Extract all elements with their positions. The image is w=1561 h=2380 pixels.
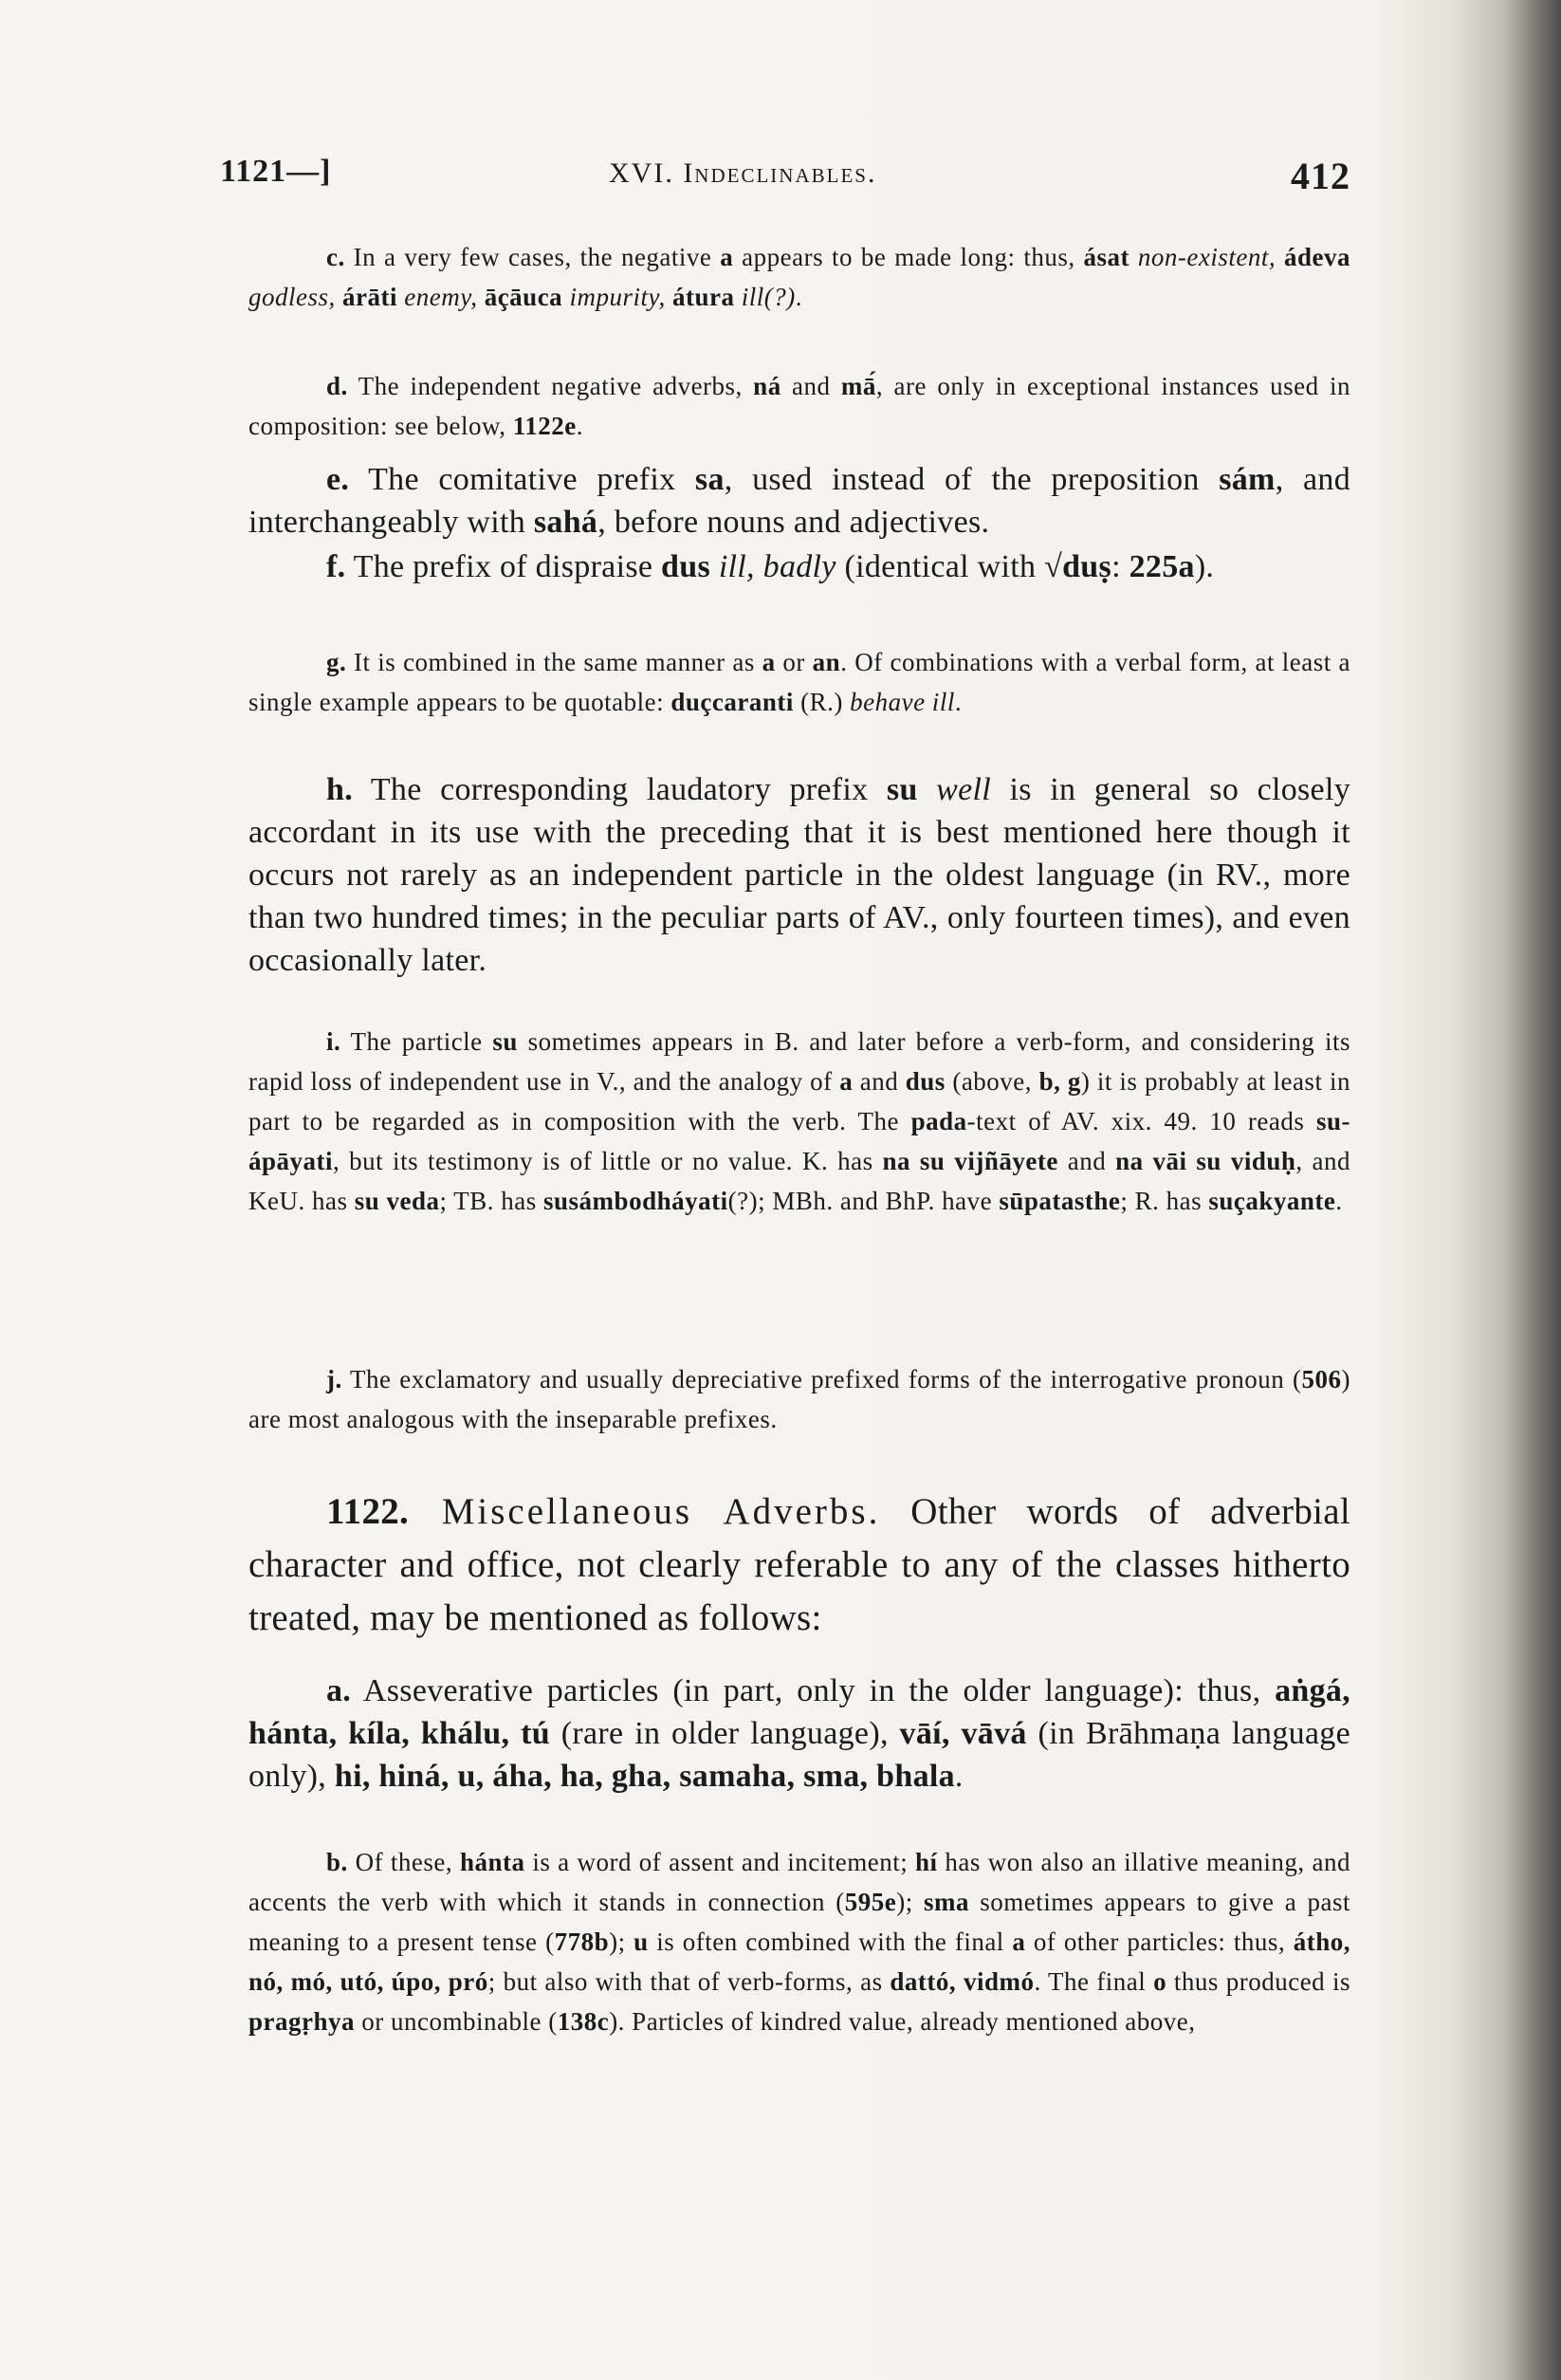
text-run: sometimes appears in B. and later before a verb-form, and considering its rapid loss of independent use in V., and the analogy of xyxy=(248,1027,1350,1096)
sanskrit-term: an xyxy=(812,648,841,676)
text-run: Other words of adverbial character and office, not clearly referable to any of the classes hitherto treated, may be mentioned as follows: xyxy=(248,1491,1351,1638)
sanskrit-term: hi, hiná, u, áha, ha, gha, samaha, sma, bhala xyxy=(334,1759,955,1794)
text-run xyxy=(477,283,484,311)
sanskrit-term: sahá xyxy=(533,505,598,540)
text-run: In a very few cases, the negative xyxy=(344,243,721,271)
text-run: of other particles: thus, xyxy=(1025,1928,1294,1956)
paragraph-label: g. xyxy=(326,648,347,676)
text-run xyxy=(1276,243,1284,271)
sanskrit-term: pragṛhya xyxy=(248,2007,355,2036)
paragraph-label: d. xyxy=(326,372,348,400)
sanskrit-term: hí xyxy=(915,1848,938,1876)
paragraph-text xyxy=(248,1022,1350,1221)
paragraph-label: h. xyxy=(326,772,354,807)
sanskrit-term: dus xyxy=(905,1067,946,1096)
sanskrit-term: sám xyxy=(1219,462,1276,497)
page-edge-shadow xyxy=(1504,0,1561,2380)
sanskrit-term: su veda xyxy=(354,1187,440,1215)
text-run: (identical with xyxy=(836,549,1045,584)
sanskrit-term: suçakyante xyxy=(1208,1187,1336,1215)
text-run: ; R. has xyxy=(1120,1187,1209,1215)
paragraph-text xyxy=(248,1670,1350,1798)
text-run: ; but also with that of verb-forms, as xyxy=(487,1967,891,1996)
text-run: ) are most analogous with the inseparable prefixes. xyxy=(248,1365,1350,1433)
sanskrit-term: √duṣ xyxy=(1044,549,1112,584)
text-run: The prefix of dispraise xyxy=(345,549,662,584)
text-run: is a word of assent and incitement; xyxy=(524,1848,916,1876)
text-run: or xyxy=(775,648,813,676)
paragraph-text xyxy=(248,642,1350,722)
text-run: The comitative prefix xyxy=(349,462,695,497)
sanskrit-term: na vāi su viduḥ xyxy=(1115,1147,1296,1175)
text-run: ; TB. has xyxy=(439,1187,544,1215)
text-run: or uncombinable ( xyxy=(355,2007,558,2036)
text-run: has won also an illative meaning, and accents the verb with which it stands in connection ( xyxy=(248,1848,1350,1916)
text-run: is in general so closely accordant in its use with the preceding that it is best mentioned here though it occurs not rarely as an independent particle in the oldest language (in RV., more than two hundred times; in the peculiar parts of AV., only fourteen times), and even occasionally later. xyxy=(248,772,1350,978)
text-run: It is combined in the same manner as xyxy=(346,648,762,676)
text-run: ); xyxy=(896,1888,924,1916)
sanskrit-term: ná xyxy=(753,372,781,400)
text-run: . Of combinations with a verbal form, at least a single example appears to be quotable: xyxy=(248,648,1350,716)
text-run xyxy=(666,283,672,311)
text-run: thus produced is xyxy=(1166,1967,1351,1996)
text-run xyxy=(336,283,342,311)
text-run: The particle xyxy=(340,1027,493,1056)
paragraph-d xyxy=(248,366,1350,446)
text-run: . xyxy=(954,1759,964,1794)
text-run: (above, xyxy=(945,1067,1039,1096)
gloss-italic: well xyxy=(936,772,992,807)
sanskrit-term: a xyxy=(720,243,734,271)
paragraph-c xyxy=(248,237,1350,317)
paragraph-i xyxy=(248,1022,1350,1221)
paragraph-g xyxy=(248,642,1350,722)
sanskrit-term: ásat xyxy=(1083,243,1130,271)
paragraph-b xyxy=(248,1842,1350,2041)
text-run: : xyxy=(1111,549,1129,584)
text-run: , used instead of the preposition xyxy=(724,462,1220,497)
text-run: ). xyxy=(1194,549,1215,584)
gloss-italic: enemy, xyxy=(404,283,478,311)
sanskrit-term: ádeva xyxy=(1284,243,1351,271)
page-number: 412 xyxy=(1291,155,1350,197)
section-range: 1121—] xyxy=(220,154,332,189)
sanskrit-term: pada xyxy=(910,1107,967,1135)
paragraph-label: e. xyxy=(326,462,350,497)
paragraph-label: f. xyxy=(326,549,346,584)
sanskrit-term: 138c xyxy=(557,2007,610,2036)
sanskrit-term: o xyxy=(1153,1967,1167,1996)
sanskrit-term: vāí, vāvá xyxy=(899,1716,1027,1751)
paragraph-text xyxy=(248,1842,1350,2041)
text-run: Of these, xyxy=(347,1848,460,1876)
text-run: . xyxy=(954,688,963,716)
sanskrit-term: a xyxy=(839,1067,854,1096)
sanskrit-term: sma xyxy=(924,1888,969,1916)
text-run: Asseverative particles (in part, only in the older language): thus, xyxy=(351,1673,1276,1708)
sanskrit-term: átho, nó, mó, utó, úpo, pró xyxy=(248,1928,1350,1996)
paragraph-text xyxy=(248,768,1350,982)
sanskrit-term: āçāuca xyxy=(484,283,563,311)
sanskrit-term: su xyxy=(492,1027,518,1056)
paragraph-text xyxy=(248,458,1350,544)
sanskrit-term: 506 xyxy=(1301,1365,1342,1393)
text-run xyxy=(1129,243,1138,271)
section-1122 xyxy=(248,1485,1350,1645)
text-run xyxy=(710,549,719,584)
paragraph-f xyxy=(248,545,1350,588)
text-run: . xyxy=(1335,1187,1343,1215)
paragraph-label: i. xyxy=(326,1027,341,1056)
gloss-italic: impurity, xyxy=(569,283,666,311)
sanskrit-term: duçcaranti xyxy=(670,688,794,716)
text-run: (?); MBh. and BhP. have xyxy=(727,1187,1000,1215)
sanskrit-term: susámbodháyati xyxy=(543,1187,728,1215)
gloss-italic: behave ill xyxy=(850,688,955,716)
text-run: and xyxy=(1057,1147,1116,1175)
sanskrit-term: a xyxy=(1012,1928,1026,1956)
text-run: The corresponding laudatory prefix xyxy=(353,772,887,807)
paragraph-j xyxy=(248,1359,1350,1439)
sanskrit-term: dus xyxy=(661,549,710,584)
text-run: . xyxy=(576,412,583,440)
gloss-italic: godless, xyxy=(248,283,336,311)
paragraph-text xyxy=(248,545,1350,588)
sanskrit-term: su xyxy=(886,772,918,807)
paragraph-h xyxy=(248,768,1350,982)
gloss-italic: non-existent, xyxy=(1137,243,1276,271)
text-run xyxy=(918,772,936,807)
text-run: (rare in older language), xyxy=(549,1716,900,1751)
text-run: , before nouns and adjectives. xyxy=(597,505,990,540)
text-run: , and interchangeably with xyxy=(248,462,1350,540)
paragraph-label: c. xyxy=(326,243,345,271)
paragraph-text xyxy=(248,1485,1350,1645)
paragraph-text xyxy=(248,1359,1350,1439)
sanskrit-term: 225a xyxy=(1129,549,1195,584)
paragraph-label: b. xyxy=(326,1848,348,1876)
sanskrit-term: árāti xyxy=(342,283,397,311)
sanskrit-term: sūpatasthe xyxy=(999,1187,1121,1215)
gloss-italic: ill, badly xyxy=(718,549,836,584)
sanskrit-term: na su vijñāyete xyxy=(882,1147,1058,1175)
text-run: (in Brāhmaṇa language only), xyxy=(248,1716,1351,1794)
paragraph-e xyxy=(248,458,1350,544)
text-run: (R.) xyxy=(793,688,851,716)
text-run: The exclamatory and usually depreciative prefixed forms of the interrogative pronoun ( xyxy=(341,1365,1302,1393)
sanskrit-term: u xyxy=(634,1928,649,1956)
text-run: ); xyxy=(609,1928,634,1956)
running-head xyxy=(220,154,1350,211)
text-run: sometimes appears to give a past meaning to a present tense ( xyxy=(248,1888,1351,1956)
paragraph-label: j. xyxy=(326,1365,342,1393)
sanskrit-term: átura xyxy=(671,283,735,311)
text-run: -text of AV. xix. 49. 10 reads xyxy=(966,1107,1316,1135)
text-run: appears to be made long: thus, xyxy=(733,243,1084,271)
gloss-italic: ill(?) xyxy=(741,283,796,311)
text-run: ). Particles of kindred value, already mentioned above, xyxy=(609,2007,1196,2036)
sanskrit-term: mā́ xyxy=(840,372,876,400)
sanskrit-term: aṅgá, hánta, kíla, khálu, tú xyxy=(248,1673,1350,1751)
text-run: and xyxy=(780,372,841,400)
text-run: , but its testimony is of little or no value. K. has xyxy=(333,1147,883,1175)
text-run: is often combined with the final xyxy=(648,1928,1013,1956)
sanskrit-term: dattó, vidmó xyxy=(890,1967,1035,1996)
sanskrit-term: 595e xyxy=(844,1888,897,1916)
sanskrit-term: hánta xyxy=(459,1848,525,1876)
sanskrit-term: su-ápāyati xyxy=(248,1107,1350,1175)
text-run: ) it is probably at least in part to be regarded as in composition with the verb. The xyxy=(248,1067,1350,1135)
section-title: Miscellaneous Adverbs. xyxy=(409,1491,881,1532)
sanskrit-term: sa xyxy=(694,462,725,497)
text-run: The independent negative adverbs, xyxy=(347,372,754,400)
text-run: and xyxy=(853,1067,906,1096)
paragraph-text xyxy=(248,237,1350,317)
chapter-title: XVI. Indeclinables. xyxy=(609,157,877,189)
text-run: , are only in exceptional instances used in composition: see below, xyxy=(248,372,1350,440)
text-run xyxy=(734,283,741,311)
text-run: . xyxy=(795,283,802,311)
paragraph-text xyxy=(248,366,1350,446)
paragraph-label: a. xyxy=(326,1673,352,1708)
sanskrit-term: 778b xyxy=(554,1928,610,1956)
text-run: . The final xyxy=(1034,1967,1154,1996)
sanskrit-term: b, g xyxy=(1038,1067,1081,1096)
section-number: 1122. xyxy=(326,1491,410,1532)
sanskrit-term: 1122e xyxy=(512,412,577,440)
text-run: , and KeU. has xyxy=(248,1147,1351,1215)
sanskrit-term: a xyxy=(762,648,776,676)
paragraph-a xyxy=(248,1670,1350,1798)
